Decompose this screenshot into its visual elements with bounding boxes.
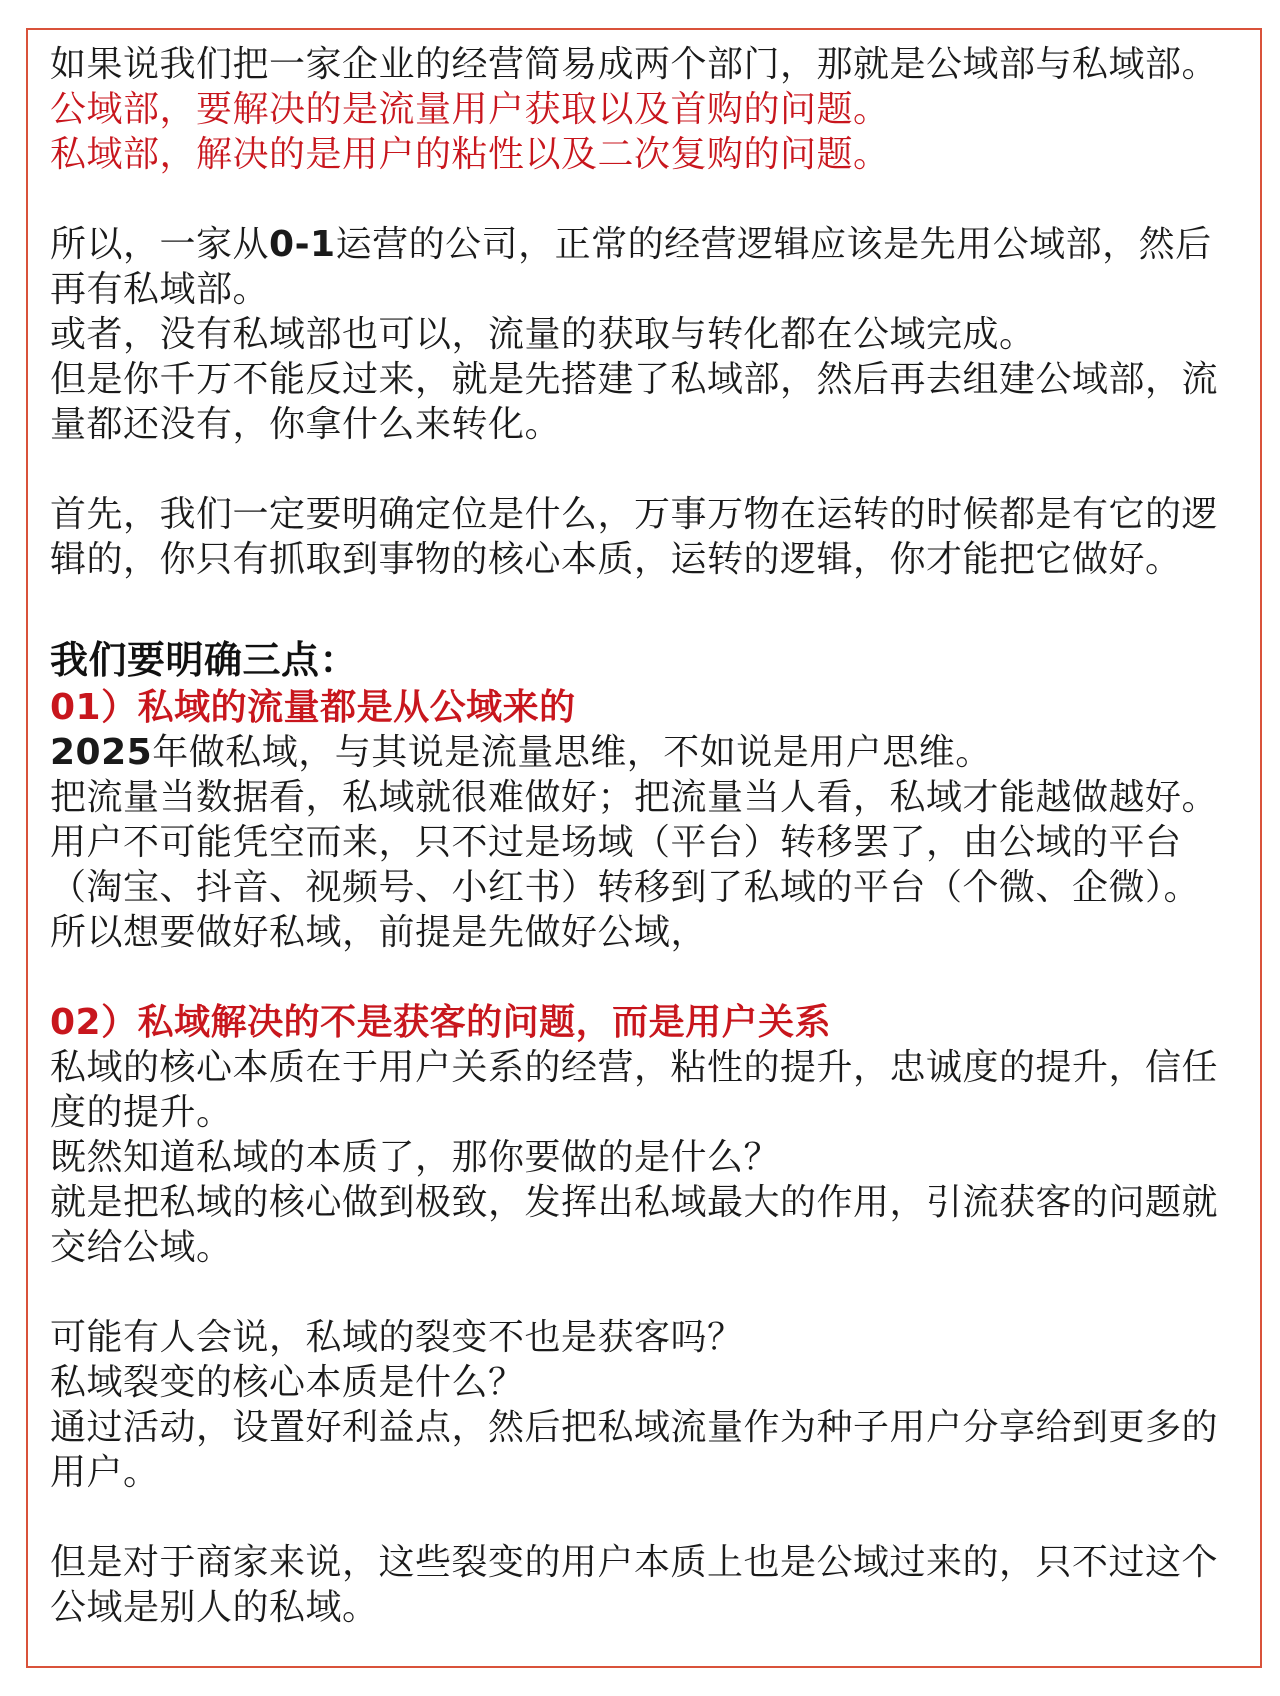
paragraph-gap [50, 447, 1250, 492]
logic-line-prefix: 所以，一家从 [50, 224, 270, 265]
text-line: 通过活动，设置好利益点，然后把私域流量作为种子用户分享给到更多的 [50, 1407, 1219, 1448]
document-body [50, 42, 1250, 1630]
logic-line-bold: 0-1 [269, 224, 336, 265]
paragraph-gap [50, 582, 1250, 627]
text-line: 把流量当数据看，私域就很难做好；把流量当人看，私域才能越做越好。 [50, 777, 1219, 818]
text-line: 或者，没有私域部也可以，流量的获取与转化都在公域完成。 [50, 314, 1036, 355]
section-heading: 我们要明确三点： [50, 638, 359, 682]
point-1-line [50, 730, 1250, 775]
paragraph-gap [50, 955, 1250, 1000]
text-line: 用户。 [50, 1452, 160, 1493]
text-line: 用户不可能凭空而来，只不过是场域（平台）转移罢了，由公域的平台 [50, 822, 1182, 863]
text-line: 辑的，你只有抓取到事物的核心本质，运转的逻辑，你才能把它做好。 [50, 539, 1182, 580]
paragraph-gap [50, 177, 1250, 222]
text-line: 就是把私域的核心做到极致，发挥出私域最大的作用，引流获客的问题就 [50, 1182, 1219, 1223]
text-line: 再有私域部。 [50, 269, 270, 310]
text-line: 但是你千万不能反过来，就是先搭建了私域部，然后再去组建公域部，流 [50, 359, 1219, 400]
text-line: 量都还没有，你拿什么来转化。 [50, 404, 562, 445]
text-line: 所以想要做好私域，前提是先做好公域， [50, 912, 708, 953]
private-domain-definition: 私域部，解决的是用户的粘性以及二次复购的问题。 [50, 134, 890, 175]
public-domain-definition: 公域部，要解决的是流量用户获取以及首购的问题。 [50, 89, 890, 130]
text-line: 但是对于商家来说，这些裂变的用户本质上也是公域过来的，只不过这个 [50, 1542, 1219, 1583]
logic-line [50, 222, 1250, 267]
point-2-title: 02）私域解决的不是获客的问题，而是用户关系 [50, 1002, 832, 1043]
text-line: 既然知道私域的本质了，那你要做的是什么？ [50, 1137, 781, 1178]
text-line: 度的提升。 [50, 1092, 233, 1133]
paragraph-gap [50, 1270, 1250, 1315]
text-line: 交给公域。 [50, 1227, 233, 1268]
intro-line: 如果说我们把一家企业的经营简易成两个部门，那就是公域部与私域部。 [50, 44, 1219, 85]
text-line: 公域是别人的私域。 [50, 1587, 379, 1628]
year-bold: 2025 [50, 732, 153, 773]
text-line: 私域的核心本质在于用户关系的经营，粘性的提升，忠诚度的提升，信任 [50, 1047, 1219, 1088]
text-line: 可能有人会说，私域的裂变不也是获客吗？ [50, 1317, 744, 1358]
text-line: 私域裂变的核心本质是什么？ [50, 1362, 525, 1403]
text-line: （淘宝、抖音、视频号、小红书）转移到了私域的平台（个微、企微）。 [50, 867, 1201, 908]
text-line: 首先，我们一定要明确定位是什么，万事万物在运转的时候都是有它的逻 [50, 494, 1219, 535]
logic-line-suffix: 运营的公司，正常的经营逻辑应该是先用公域部，然后 [335, 224, 1212, 265]
point-1-line-rest: 年做私域，与其说是流量思维，不如说是用户思维。 [152, 732, 992, 773]
point-1-title: 01）私域的流量都是从公域来的 [50, 687, 576, 728]
paragraph-gap [50, 1495, 1250, 1540]
